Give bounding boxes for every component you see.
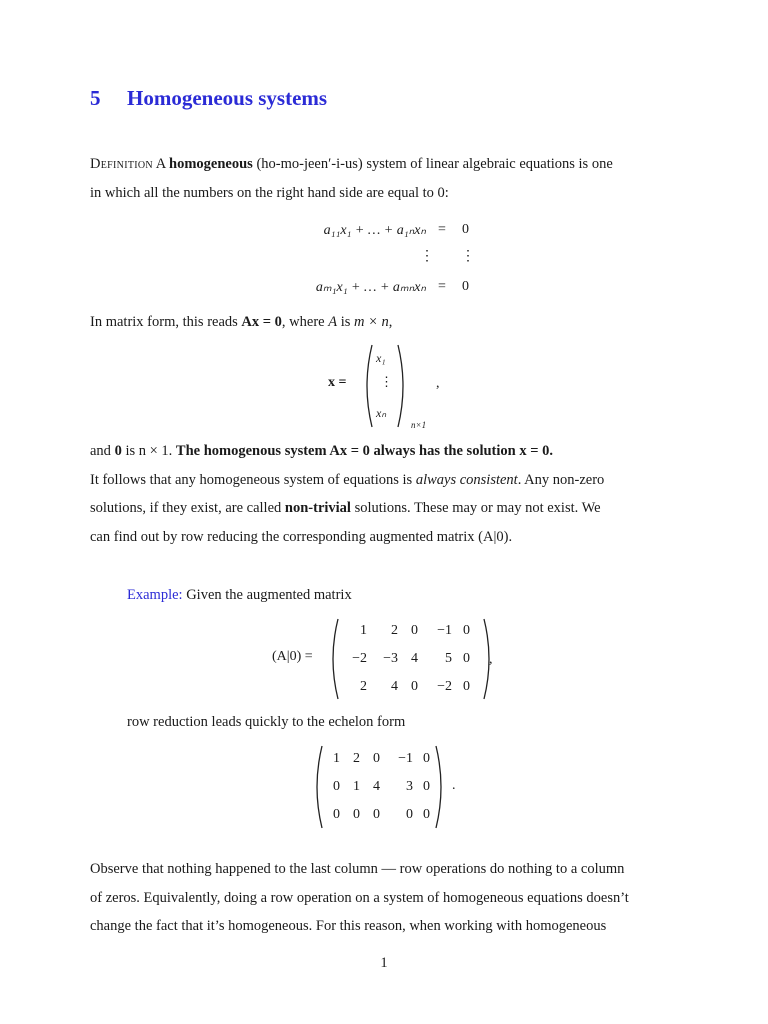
echelon-matrix-cell: 0: [423, 779, 430, 794]
augmented-matrix-cell: 4: [391, 679, 398, 694]
augmented-matrix-cell: −1: [437, 623, 452, 638]
x-vector-entry-dots: ⋮: [380, 374, 393, 389]
echelon-period: .: [452, 778, 456, 793]
section-title: Homogeneous systems: [127, 86, 328, 110]
augmented-matrix-cell: 2: [391, 623, 398, 638]
augmented-matrix-cell: 4: [411, 651, 418, 666]
augmented-matrix-cell: 1: [360, 623, 367, 638]
x-vector-subscript: n×1: [411, 420, 427, 430]
definition-term: homogeneous: [169, 156, 253, 172]
pronunciation: (ho-mo-jeen′-i-us): [252, 156, 367, 172]
x-vector-comma: ,: [436, 376, 440, 391]
equation-row2-rhs: 0: [462, 279, 469, 294]
equation-row1-lhs: a₁₁x₁ + … + a₁ₙxₙ: [323, 223, 426, 238]
matrix-equation: Ax = 0: [241, 314, 282, 330]
equation-vdots-lhs: ⋮: [420, 249, 434, 264]
x-vector-entry-n: xₙ: [376, 406, 387, 420]
echelon-matrix-cell: 0: [373, 751, 380, 766]
equation-vdots-rhs: ⋮: [461, 249, 475, 264]
echelon-matrix-cell: 0: [423, 751, 430, 766]
echelon-matrix-cell: 3: [406, 779, 413, 794]
echelon-matrix-cell: −1: [398, 751, 413, 766]
definition-rest: system of linear algebraic equations is one: [366, 156, 613, 172]
echelon-matrix-cell: 0: [353, 807, 360, 822]
definition-label: Definition: [90, 156, 153, 172]
augmented-matrix-cell: −3: [383, 651, 398, 666]
echelon-matrix-cell: 1: [333, 751, 340, 766]
echelon-matrix-cell: 0: [373, 807, 380, 822]
section-number: 5: [90, 86, 101, 110]
echelon-matrix-cell: 4: [373, 779, 380, 794]
non-trivial-term: non-trivial: [284, 500, 351, 516]
equation-row1-equals: =: [438, 222, 446, 237]
equation-row2-equals: =: [438, 279, 446, 294]
echelon-matrix-cell: 2: [353, 751, 360, 766]
example-intro: Example: Given the augmented matrix: [127, 587, 352, 603]
section-heading: [90, 86, 327, 111]
augmented-lhs: (A|0) =: [272, 649, 313, 664]
echelon-matrix-cell: 1: [353, 779, 360, 794]
matrix-dims: m × n: [353, 314, 389, 330]
equation-row2-lhs: aₘ₁x₁ + … + aₘₙxₙ: [315, 280, 426, 295]
augmented-matrix-cell: 5: [445, 651, 452, 666]
augmented-matrix-cell: 0: [463, 679, 470, 694]
definition-line2: in which all the numbers on the right hand side are equal to 0:: [90, 184, 449, 201]
definition-text: A: [152, 156, 170, 172]
matrix-form-sentence: In matrix form, this reads Ax = 0, where A is m × n,: [90, 314, 393, 330]
always-consistent: always consistent: [415, 471, 518, 488]
echelon-matrix-cell: 0: [423, 807, 430, 822]
augmented-comma: ,: [489, 652, 493, 667]
homogeneous-paragraph: and 0 is n × 1. The homogenous system Ax = 0 always has the solution x = 0. It follows that any homogeneous system of equations is always consistent. Any non-zero solutions, if they exist, are called non-trivial solutions. These may or may not exist. We can find out by row reducing the corresponding augmented matrix (A|0).: [90, 443, 605, 545]
echelon-matrix-cell: 0: [333, 807, 340, 822]
definition-paragraph: [90, 150, 680, 207]
echelon-matrix-cell: 0: [406, 807, 413, 822]
echelon-matrix-cell: 0: [333, 779, 340, 794]
augmented-matrix-cell: 0: [411, 623, 418, 638]
example-label: Example:: [127, 587, 183, 603]
x-vector-label: x =: [328, 375, 347, 390]
observe-paragraph: Observe that nothing happened to the last column — row operations do nothing to a column of zeros. Equivalently, doing a row operation on a system of homogeneous equations doesn’t change the fact that it’s homogeneous. For this reason, when working with homogeneous: [90, 861, 629, 934]
augmented-matrix-cell: −2: [352, 651, 367, 666]
key-statement: The homogenous system Ax = 0 always has the solution x = 0.: [175, 443, 553, 459]
augmented-matrix-cell: 0: [463, 623, 470, 638]
augmented-matrix-cell: −2: [437, 679, 452, 694]
augmented-matrix-cell: 0: [411, 679, 418, 694]
reduction-text: row reduction leads quickly to the echelon form: [127, 714, 406, 730]
page-number: 1: [380, 955, 388, 971]
augmented-matrix-cell: 2: [360, 679, 367, 694]
equation-row1-rhs: 0: [462, 222, 469, 237]
augmented-matrix-cell: 0: [463, 651, 470, 666]
x-vector-entry-1: x₁: [376, 351, 386, 365]
